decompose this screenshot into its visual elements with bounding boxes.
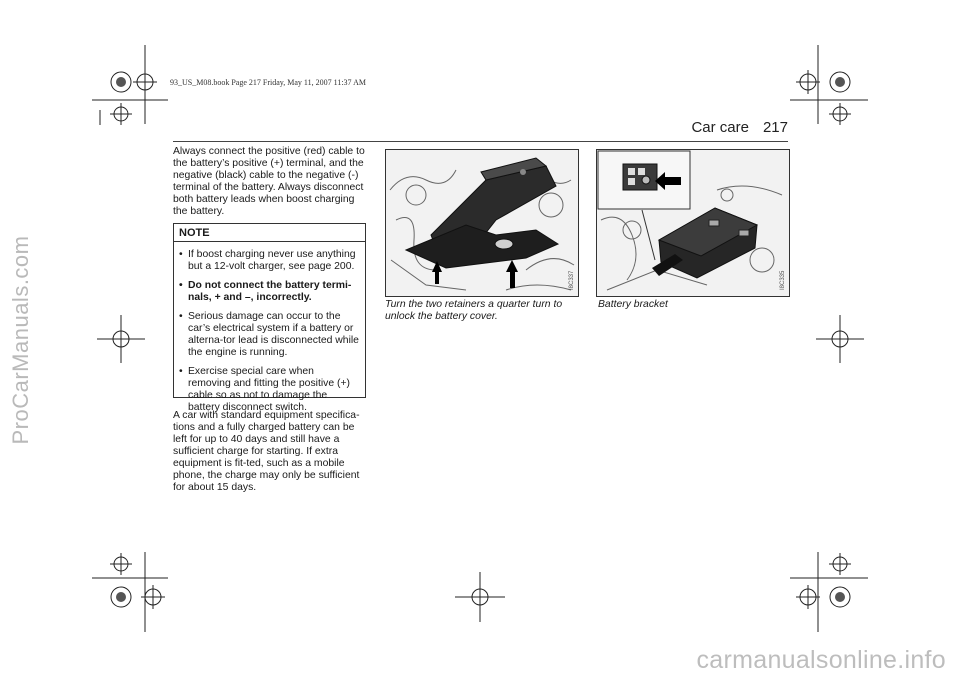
battery-cover-illustration <box>386 150 578 296</box>
note-item: • If boost charging never use anything but a 12-volt charger, see page 200. <box>174 249 359 273</box>
note-list <box>174 249 365 414</box>
storage-paragraph: A car with standard equipment specifica-tions and a fully charged battery can be left for up to 40 days and still have a sufficient charge for starting. If extra equipment is fit-ted, such as a mobile phone, the charge may only be sufficient for about 15 days. <box>173 410 360 493</box>
intro-paragraph: Always connect the positive (red) cable to the battery’s positive (+) terminal, and the negative (black) cable to the negative (-) terminal of the battery. Always disconnect both battery leads when boost charging the battery. <box>173 146 365 217</box>
section-title: Car care <box>691 119 749 136</box>
note-item-warning: • Do not connect the battery termi-nals, + and –, incorrectly. <box>174 280 359 304</box>
figure-code: I8C337 <box>569 270 575 290</box>
page-number: 217 <box>762 119 788 136</box>
note-title: NOTE <box>174 224 365 242</box>
side-watermark: ProCarManuals.com <box>8 235 33 445</box>
battery-bracket-illustration <box>597 150 789 296</box>
battery-cover-figure <box>385 149 579 297</box>
body-column <box>173 410 366 494</box>
battery-bracket-figure <box>596 149 790 297</box>
note-item: • Exercise special care when removing and fitting the positive (+) cable so as not to damage the battery disconnect switch. <box>174 366 359 414</box>
running-header <box>691 119 788 136</box>
bottom-watermark: carmanualsonline.info <box>696 646 946 674</box>
book-info-line: 93_US_M08.book Page 217 Friday, May 11, 2007 11:37 AM <box>170 78 366 87</box>
note-box <box>173 223 366 413</box>
figure-caption: Battery bracket <box>598 299 668 310</box>
figure-caption: Turn the two retainers a quarter turn to unlock the battery cover. <box>385 299 563 322</box>
note-item: • Serious damage can occur to the car’s electrical system if a battery or alterna-tor lead is disconnected while the engine is running. <box>174 311 359 359</box>
intro-column <box>173 146 366 218</box>
figure-code: I8C335 <box>780 270 786 290</box>
header-rule <box>173 141 788 142</box>
